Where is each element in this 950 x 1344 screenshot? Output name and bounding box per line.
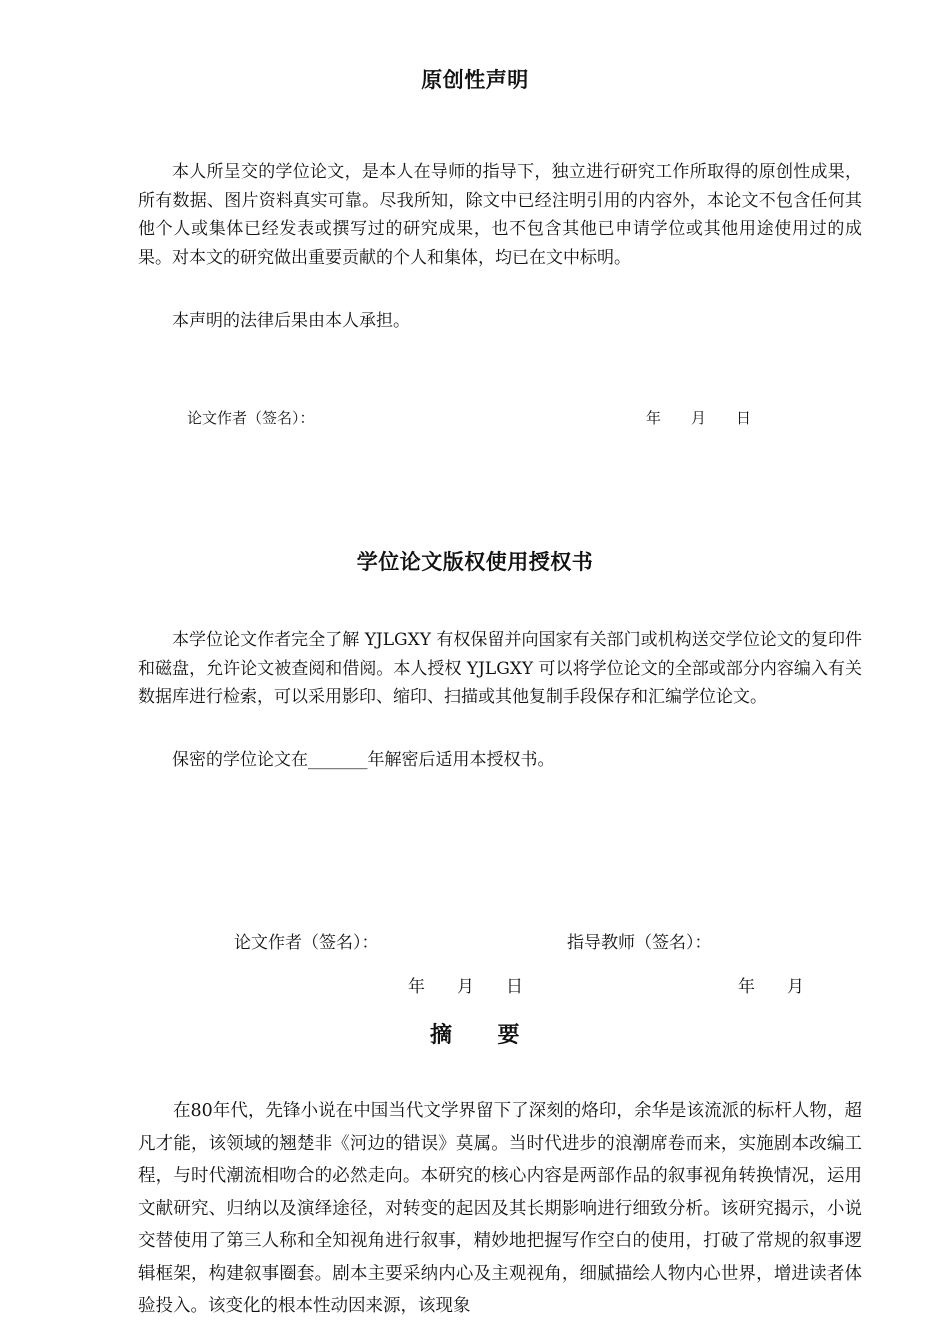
declaration-paragraph-1: 本人所呈交的学位论文，是本人在导师的指导下，独立进行研究工作所取得的原创性成果，所有数据、图片资料真实可靠。尽我所知，除文中已经注明引用的内容外，本论文不包含任何其他个人或集体已经发表或撰写过的研究成果，也不包含其他已申请学位或其他用途使用过的成果。对本文的研究做出重要贡献的个人和集体，均已在文中标明。 [138,162,862,268]
authorization-author-signature [234,928,379,953]
declaration-paragraph-2: 本声明的法律后果由本人承担。 [172,311,410,331]
authorization-advisor-year: 年 [738,977,755,997]
authorization-author-day: 日 [506,977,523,997]
authorization-author-label: 论文作者（签名）： [234,933,379,953]
authorization-paragraph-2: 保密的学位论文在_______年解密后适用本授权书。 [172,750,555,770]
abstract-title: 摘 要 [429,1023,520,1048]
declaration-month: 月 [691,409,707,427]
declaration-day: 日 [736,409,752,427]
authorization-advisor-month: 月 [787,977,804,997]
abstract-paragraph-1: 在80年代，先锋小说在中国当代文学界留下了深刻的烙印，余华是该流派的标杆人物，超凡才能，该领域的翘楚非《河边的错误》莫属。当时代进步的浪潮席卷而来，实施剧本改编工程，与时代潮流相吻合的必然走向。本研究的核心内容是两部作品的叙事视角转换情况，运用文献研究、归纳以及演绎途径，对转变的起因及其长期影响进行细致分析。该研究揭示，小说交替使用了第三人称和全知视角进行叙事，精妙地把握写作空白的使用，打破了常规的叙事逻辑框架，构建叙事圈套。剧本主要采纳内心及主观视角，细腻描绘人物内心世界，增进读者体验投入。该变化的根本性动因来源，该现象 [138,1101,862,1316]
declaration-date [646,407,751,428]
authorization-paragraph-1: 本学位论文作者完全了解 YJLGXY 有权保留并向国家有关部门或机构送交学位论文的复印件和磁盘，允许论文被查阅和借阅。本人授权 YJLGXY 可以将学位论文的全部或部分内容编入有关数据库进行检索，可以采用影印、缩印、扫描或其他复制手段保存和汇编学位论文。 [138,630,862,707]
authorization-title: 学位论文版权使用授权书 [356,550,594,574]
declaration-author-signature [187,407,315,428]
authorization-author-date [408,972,523,997]
authorization-author-month: 月 [457,977,474,997]
declaration-author-label: 论文作者（签名）： [187,409,315,427]
declaration-year: 年 [646,409,662,427]
authorization-advisor-date [738,972,804,997]
authorization-advisor-label: 指导教师（签名）： [567,933,712,953]
authorization-author-year: 年 [408,977,425,997]
authorization-advisor-signature [567,928,712,953]
declaration-title: 原创性声明 [421,68,529,92]
